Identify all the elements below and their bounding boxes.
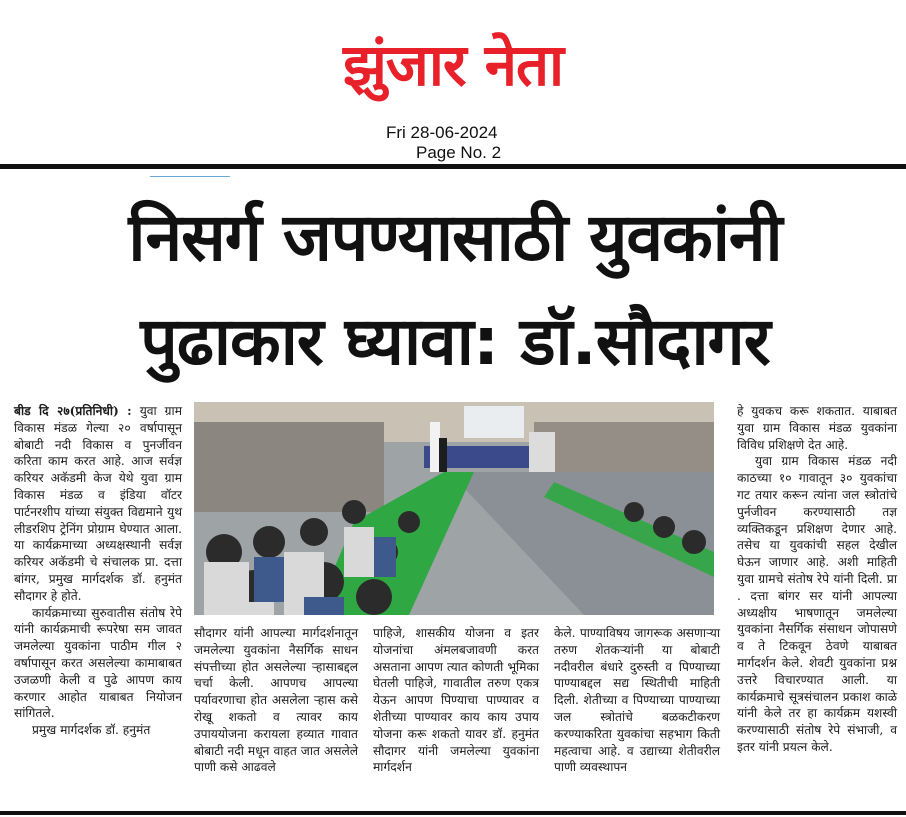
dateline: बीड दि २७(प्रतिनिधी) :: [14, 404, 132, 418]
article-column-5: [737, 403, 897, 756]
masthead-logo: झुंजार नेता: [342, 31, 564, 99]
paragraph: युवा ग्राम विकास मंडळ नदी काठच्या १० गावातून ३० युवकांचा गट तयार करून त्यांना जल स्त्रोतांचे पुर्नजीवन करण्यासाठी तज्ञ व्यक्तिकडून प्रशिक्षण देणार आहे. तसेच या युवकांची सहल देखील घेऊन जाणार आहे. अशी माहिती युवा ग्रामचे संतोष रेपे यांनी दिली. प्रा . दत्ता बांगर सर यांनी आपल्या अध्यक्षीय भाषणातून जमलेल्या युवकांना नैसर्गिक संसाधन जोपासणे व ते टिकवून ठेवणे याबाबत मार्गदर्शन केले. शेवटी युवकांना प्रश्न उत्तरे विचारण्यात आली. या कार्यक्रमाचे सूत्रसंचालन प्रकाश काळे यांनी केले तर हा कार्यक्रम यशस्वी करण्यासाठी संतोष रेपे संभाजी, व इतर यांनी प्रयत्न केले.: [737, 454, 897, 754]
paragraph: प्रमुख मार्गदर्शक डॉ. हनुमंत: [32, 723, 151, 738]
paragraph: पाहिजे, शासकीय योजना व इतर योजनांचा अंमलबजावणी करत असताना आपण त्यात कोणती भूमिका घेतली पाहिजे, गावातील तरुण एकत्र येऊन आपण पिण्याचा पाण्यावर व शेतीच्या पाण्यावर काय काय उपाय योजना करू शकतो यावर डॉ. हनुमंत सौदागर यांनी जमलेल्या युवकांना मार्गदर्शन: [373, 626, 539, 775]
paragraph: केले. पाण्याविषय जागरूक असणाऱ्या तरुण शेतकऱ्यांनी या बोबाटी नदीवरील बंधारे दुरुस्ती व पिण्याच्या पाण्याबद्दल सद्य स्थितीची माहिती दिली. शेतीच्या व पिण्याच्या पाण्याच्या जल स्त्रोतांचे बळकटीकरण करण्याकरिता युवकांचा सहभाग किती महत्वाचा आहे. व उद्याच्या शेतीवरील पाणी व्यवस्थापन: [554, 626, 720, 775]
paragraph: कार्यक्रमाच्या सुरुवातीस संतोष रेपे यांनी कार्यक्रमाची रूपरेषा सम जावत जमलेल्या युवकांना पाठीम गील २ वर्षापासून करत असलेल्या कामाबाबत उजळणी केली व पुढे आपण काय करणार आहोत याबाबत नियोजन सांगितले.: [14, 605, 182, 721]
headline-line-1: निसर्ग जपण्यासाठी युवकांनी: [128, 199, 782, 276]
article-column-2: [194, 625, 358, 776]
headline-line-2: पुढाकार घ्यावा: डॉ.सौदागर: [140, 303, 770, 380]
article-headline: [20, 186, 890, 394]
bottom-rule: [0, 811, 906, 815]
article-column-3: [373, 625, 539, 776]
page-number: Page No. 2: [416, 143, 502, 162]
paragraph: सौदागर यांनी आपल्या मार्गदर्शनातून जमलेल्या युवकांना नैसर्गिक साधन संपत्तीच्या होत असलेल्या ऱ्हासाबद्दल चर्चा केली. आपणच आपल्या पर्यावरणाचा होत असलेला ऱ्हास कसे रोखू शकतो व त्यावर काय उपाययोजना करायला हव्यात गावात बोबाटी नदी मधून वाहत जात असलेले पाणी कसे आढवले: [194, 626, 358, 775]
paragraph: युवा ग्राम विकास मंडळ गेल्या २० वर्षापासून बोबाटी नदी विकास व पुनर्जीवन करिता काम करत आहे. आज सर्वज्ञ करियर अकॅडमी केज येथे युवा ग्राम विकास मंडळ व इंडिया वॉटर पार्टनरशीप यांच्या संयुक्त विद्यमाने युथ लीडरशिप ट्रेनिंग प्रोग्राम घेण्यात आला. या कार्यक्रमाच्या अध्यक्षस्थानी सर्वज्ञ करियर अकॅडमी चे संचालक प्रा. दत्ता बांगर, प्रमुख मार्गदर्शक डॉ. हनुमंत सौदागर हे होते.: [14, 404, 183, 603]
article-column-1: [14, 403, 182, 739]
article-column-4: [554, 625, 720, 776]
event-photo: [194, 402, 714, 615]
accent-rule: [150, 176, 230, 177]
top-rule: [0, 164, 906, 169]
publication-date: Fri 28-06-2024: [386, 123, 498, 142]
paragraph: हे युवकच करू शकतात. याबाबत युवा ग्राम विकास मंडळ युवकांना विविध प्रशिक्षणे देत आहे.: [737, 404, 897, 452]
